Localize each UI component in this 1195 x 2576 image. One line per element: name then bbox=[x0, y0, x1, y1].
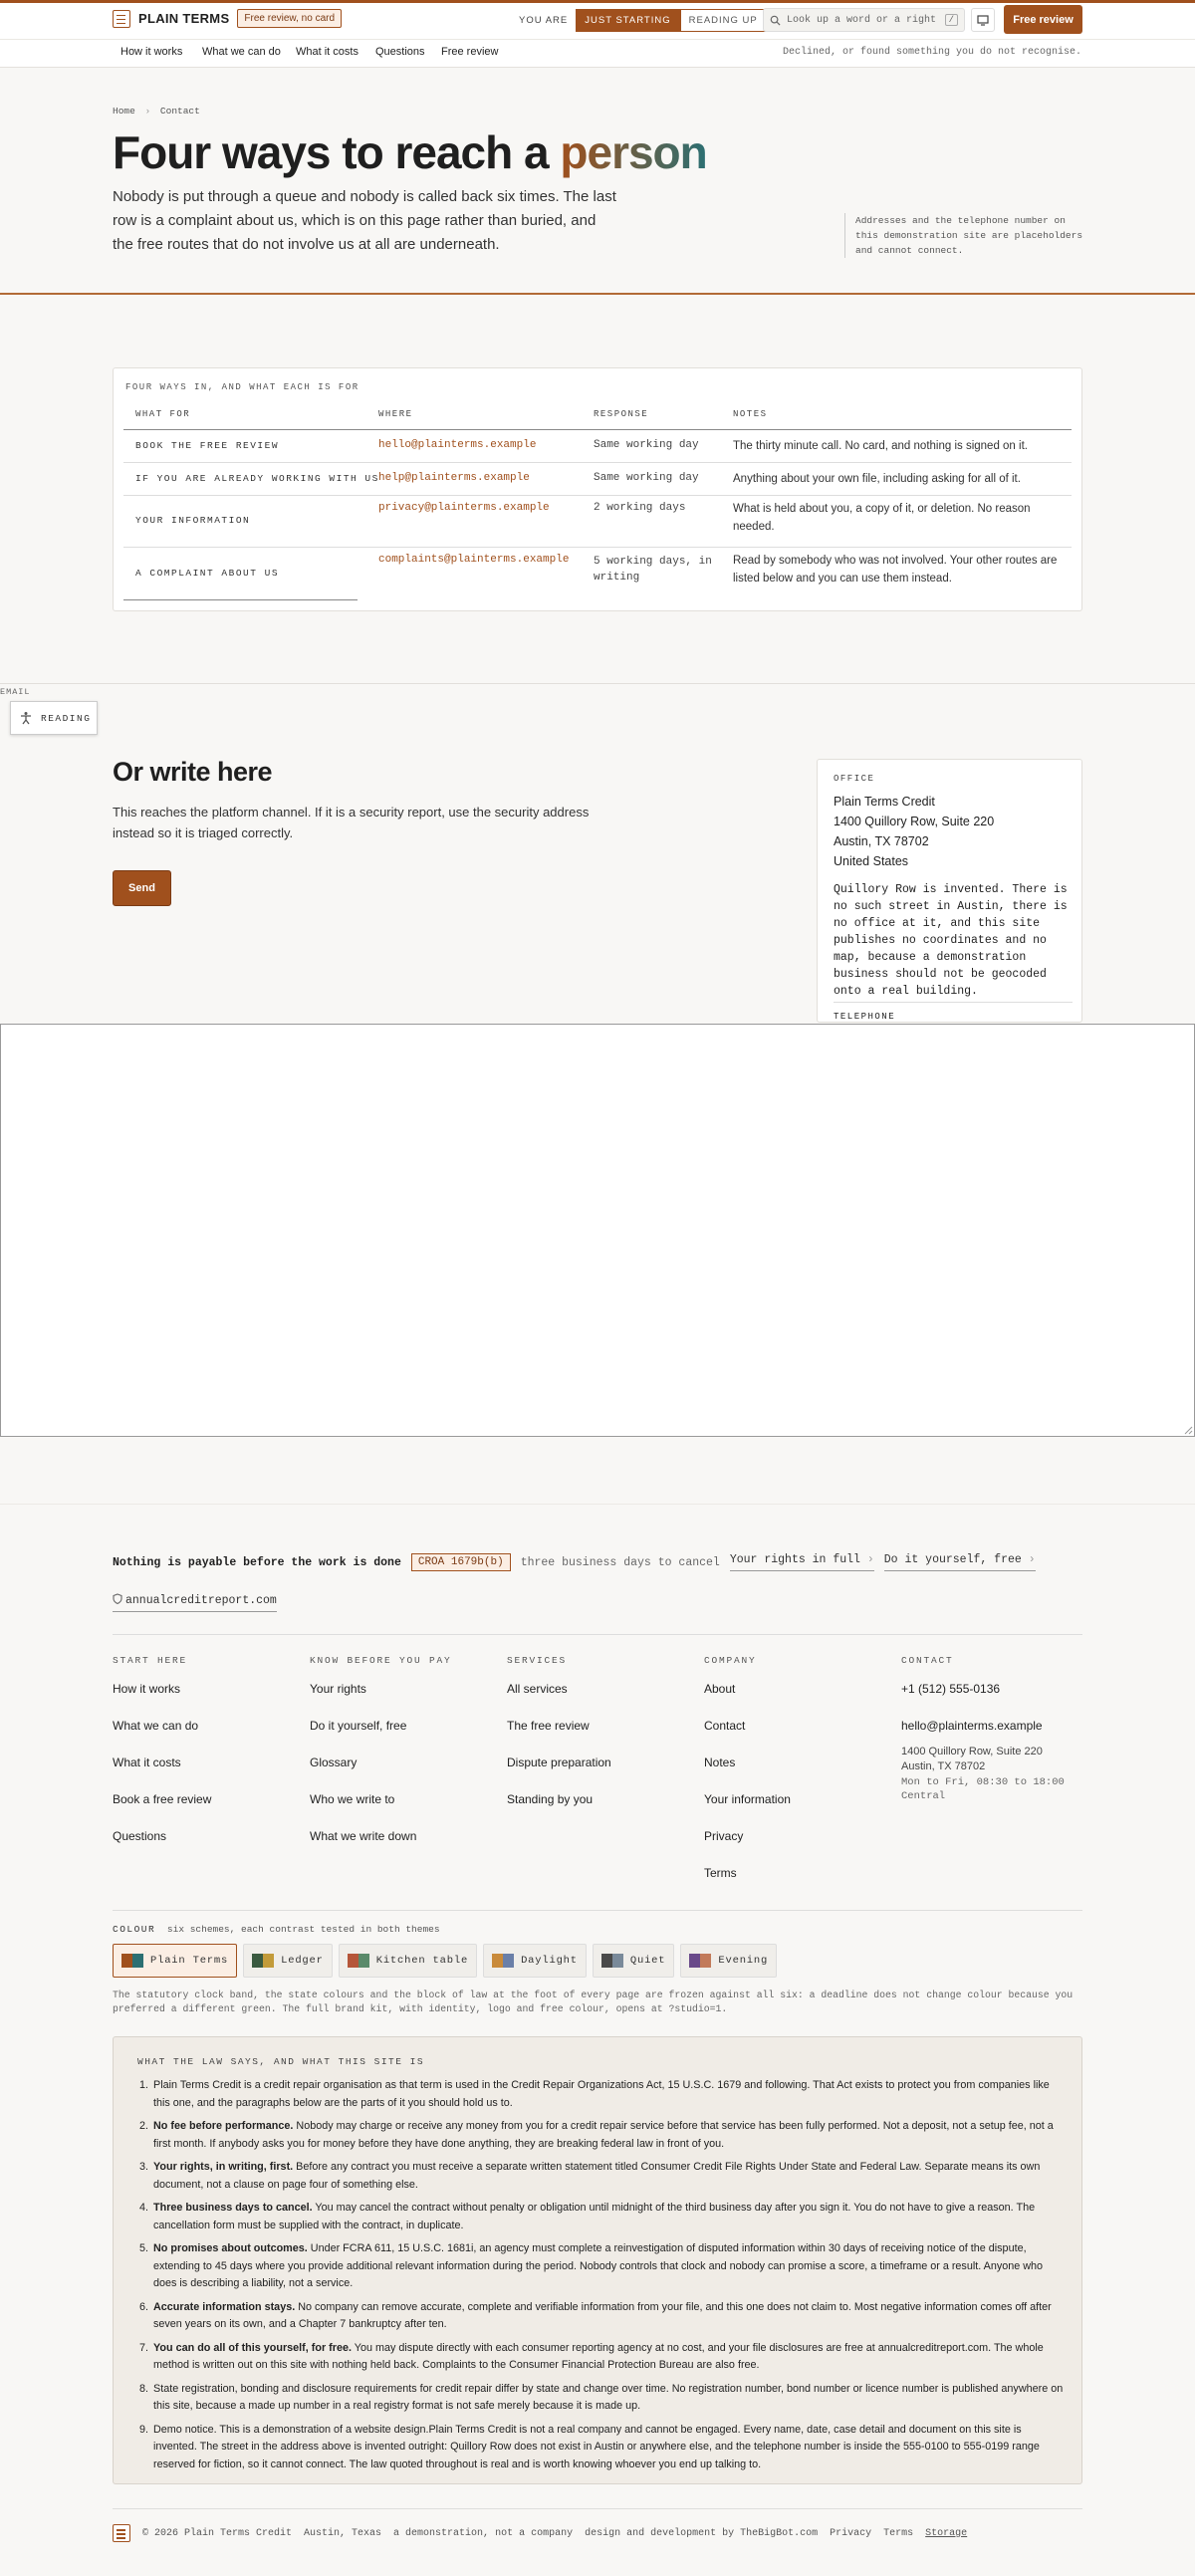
search-placeholder: Look up a word or a right bbox=[787, 14, 937, 26]
scheme-label: Daylight bbox=[521, 1955, 578, 1967]
email-overlap-label: EMAIL bbox=[0, 687, 31, 697]
scheme-label: Plain Terms bbox=[150, 1955, 229, 1967]
scheme-plain-terms[interactable] bbox=[113, 1944, 237, 1978]
footer-address-line: Austin, TX 78702 bbox=[901, 1760, 986, 1772]
write-title: Or write here bbox=[113, 757, 273, 787]
law-item bbox=[151, 2422, 1064, 2474]
row-response: 5 working days, in writing bbox=[594, 556, 712, 584]
law-item-text: Before any contract you must receive a separate written statement titled Consumer Credit File Rights Under State and Federal Law. Separate means its own document, not a clause on page four of something else. bbox=[153, 2161, 1041, 2191]
crumb-current: Contact bbox=[159, 106, 200, 117]
law-item-text: No company can remove accurate, complete and verifiable information from your file, and this one does not claim to. Most negative information comes off after seven years on its own, and a Chapter 7 bankruptcy after ten. bbox=[153, 2300, 1052, 2330]
swatch-icon bbox=[252, 1954, 274, 1968]
footer-link[interactable]: Terms bbox=[704, 1866, 737, 1880]
scheme-evening[interactable] bbox=[680, 1944, 777, 1978]
office-divider bbox=[834, 1002, 1073, 1003]
row-notes: What is held about you, a copy of it, or deletion. No reason needed. bbox=[733, 503, 1031, 533]
footer-storage-link[interactable]: Storage bbox=[925, 2527, 968, 2539]
scheme-quiet[interactable] bbox=[593, 1944, 675, 1978]
law-item bbox=[151, 2077, 1064, 2112]
cancel-note: three business days to cancel bbox=[520, 1555, 720, 1569]
law-item-lead: No promises about outcomes. bbox=[153, 2242, 308, 2254]
footer-link[interactable]: Glossary bbox=[310, 1756, 358, 1769]
footer-link[interactable]: Privacy bbox=[704, 1829, 744, 1843]
accessibility-icon bbox=[19, 711, 33, 725]
mode-just-starting[interactable]: JUST STARTING bbox=[576, 9, 679, 32]
subnav-note[interactable]: Declined, or found something you do not recognise. bbox=[782, 47, 1081, 58]
row-what: BOOK THE FREE REVIEW bbox=[135, 440, 280, 451]
mode-reading-up[interactable]: READING UP bbox=[680, 9, 767, 32]
scheme-label: Ledger bbox=[281, 1955, 324, 1967]
hero-aside: Addresses and the telephone number on this demonstration site are placeholders and cannot connect. bbox=[844, 213, 1083, 258]
hero-lede: Nobody is put through a queue and nobody is called back six times. The last row is a complaint about us, which is on this page rather than buried, and the free routes that do not involve us at all are underneath. bbox=[113, 188, 616, 253]
scheme-label: Kitchen table bbox=[375, 1955, 469, 1967]
law-item bbox=[151, 2340, 1064, 2375]
logo-icon bbox=[113, 10, 130, 28]
law-item bbox=[151, 2299, 1064, 2334]
office-note: Quillory Row is invented. There is no such street in Austin, there is no office at it, and this site publishes no coordinates and no map, because a demonstration business should not be geocoded onto a real building. bbox=[834, 883, 1068, 998]
footer-columns bbox=[113, 1655, 1082, 1884]
law-item-text: Nobody may charge or receive any money from you for a credit repair service before that service has been fully performed. Not a deposit, not a setup fee, not a first month. If anybody asks you for money before they have done anything, they are breaking federal law in front of you. bbox=[153, 2120, 1054, 2150]
logo-icon[interactable] bbox=[113, 2524, 130, 2542]
scheme-label: Evening bbox=[718, 1955, 769, 1967]
law-item-text: You may cancel the contract without penalty or obligation until midnight of the third business day after you sign it. You do not have to give a reason. The cancellation form must be supplied with the contract, in duplicate. bbox=[153, 2202, 1036, 2231]
nav-free-review[interactable]: Free review bbox=[441, 46, 499, 58]
embedded-frame[interactable] bbox=[0, 1024, 1195, 1437]
colour-heading bbox=[113, 1924, 440, 1935]
monitor-icon bbox=[977, 15, 989, 26]
address-line: 1400 Quillory Row, Suite 220 bbox=[834, 815, 995, 828]
footer-col-know bbox=[310, 1655, 452, 1843]
annual-label: annualcreditreport.com bbox=[125, 1594, 277, 1607]
row-rule bbox=[123, 599, 358, 600]
annualcreditreport-link[interactable] bbox=[113, 1593, 277, 1612]
colour-scheme-picker bbox=[113, 1944, 777, 1978]
address-line: United States bbox=[834, 854, 909, 868]
row-email-link[interactable]: help@plainterms.example bbox=[378, 472, 530, 484]
footer-link[interactable]: Who we write to bbox=[310, 1792, 395, 1806]
row-what: YOUR INFORMATION bbox=[135, 515, 251, 526]
footer-col-services bbox=[507, 1655, 611, 1806]
nav-what-we-can-do[interactable]: What we can do bbox=[202, 46, 281, 58]
table-caption: FOUR WAYS IN, AND WHAT EACH IS FOR bbox=[125, 382, 359, 392]
search-icon bbox=[770, 15, 781, 26]
sub-navigation bbox=[0, 40, 1195, 68]
row-response: Same working day bbox=[594, 439, 699, 451]
colour-desc: six schemes, each contrast tested in both themes bbox=[166, 1924, 440, 1935]
reading-tab[interactable] bbox=[10, 701, 98, 735]
footer-heading: SERVICES bbox=[507, 1655, 568, 1666]
footer-credit-link[interactable]: TheBigBot.com bbox=[740, 2527, 819, 2539]
law-item-lead: Three business days to cancel. bbox=[153, 2202, 313, 2214]
footer-link[interactable]: The free review bbox=[507, 1719, 590, 1733]
theme-button[interactable] bbox=[971, 8, 995, 32]
crumb-separator: › bbox=[144, 106, 151, 117]
telephone-label: TELEPHONE bbox=[834, 1012, 896, 1022]
send-button[interactable]: Send bbox=[113, 870, 171, 906]
audience-switch bbox=[519, 9, 767, 32]
row-email-link[interactable]: complaints@plainterms.example bbox=[378, 554, 570, 566]
footer-link[interactable]: How it works bbox=[113, 1682, 181, 1696]
col-notes: NOTES bbox=[733, 409, 768, 419]
law-item bbox=[151, 2240, 1064, 2293]
diy-link-label: Do it yourself, free bbox=[883, 1553, 1022, 1566]
footer-hours: Mon to Fri, 08:30 to 18:00 Central bbox=[901, 1776, 1065, 1802]
table-row bbox=[123, 496, 1072, 548]
brand-name: PLAIN TERMS bbox=[138, 11, 230, 26]
page-title bbox=[113, 127, 707, 178]
nav-questions[interactable]: Questions bbox=[375, 46, 425, 58]
reading-tab-label: READING bbox=[41, 712, 92, 724]
footer-link[interactable]: What we can do bbox=[113, 1719, 199, 1733]
rights-link[interactable] bbox=[730, 1553, 874, 1571]
law-item-text: You may dispute directly with each consumer reporting agency at no cost, and your file disclosures are free at annualcreditreport.com. The whole method is written out on this site with nothing held back. Complaints to the Consumer Financial Protection Bureau are also free. bbox=[153, 2341, 1044, 2371]
law-block bbox=[113, 2036, 1082, 2484]
scheme-label: Quiet bbox=[629, 1955, 666, 1967]
law-item-lead: Your rights, in writing, first. bbox=[153, 2161, 294, 2173]
law-item-lead: Accurate information stays. bbox=[153, 2300, 296, 2313]
row-email-link[interactable]: privacy@plainterms.example bbox=[378, 502, 550, 514]
table-row bbox=[123, 463, 1072, 496]
swatch-icon bbox=[689, 1954, 711, 1968]
col-what-for: WHAT FOR bbox=[135, 409, 191, 419]
crumb-home[interactable]: Home bbox=[113, 106, 135, 117]
office-address bbox=[834, 792, 994, 871]
law-item-lead: You can do all of this yourself, for free. bbox=[153, 2341, 352, 2354]
diy-link[interactable] bbox=[884, 1553, 1036, 1571]
status-strip bbox=[113, 1553, 1036, 1571]
chevron-right-icon: › bbox=[866, 1553, 874, 1566]
footer-link[interactable]: Questions bbox=[113, 1829, 167, 1843]
footer-link[interactable]: Book a free review bbox=[113, 1792, 212, 1806]
table-header bbox=[123, 408, 1072, 430]
office-card bbox=[817, 759, 1082, 1023]
row-notes: Anything about your own file, including asking for all of it. bbox=[733, 473, 1021, 485]
footer-demo: a demonstration, not a company bbox=[393, 2527, 574, 2539]
swatch-icon bbox=[601, 1954, 623, 1968]
law-item-lead: No fee before performance. bbox=[153, 2120, 294, 2132]
law-item bbox=[151, 2159, 1064, 2194]
law-item-text: Plain Terms Credit is a credit repair organisation as that term is used in the Credit Repair Organizations Act, 15 U.S.C. 1679 and following. That Act exists to protect you from companies like this one, and the paragraphs below are the parts of it you should hold us to. bbox=[153, 2079, 1050, 2109]
table-row bbox=[123, 430, 1072, 463]
footer-link[interactable]: Do it yourself, free bbox=[310, 1719, 407, 1733]
footer-address-line: 1400 Quillory Row, Suite 220 bbox=[901, 1746, 1043, 1757]
nav-what-it-costs[interactable]: What it costs bbox=[296, 46, 358, 58]
row-response: Same working day bbox=[594, 472, 699, 484]
footer-divider bbox=[113, 1634, 1082, 1635]
law-item bbox=[151, 2200, 1064, 2234]
row-notes: Read by somebody who was not involved. Your other routes are listed below and you can use them instead. bbox=[733, 555, 1058, 585]
brand[interactable] bbox=[113, 9, 342, 28]
footer-heading: COMPANY bbox=[704, 1655, 757, 1666]
footer-credit bbox=[585, 2528, 818, 2539]
law-item-text: State registration, bonding and disclosure requirements for credit repair differ by state and change over time. No registration number, bond number or licence number is published anywhere on this site, because a made up number in a real registry format is not safe merely because it is made up. bbox=[153, 2382, 1064, 2412]
row-what: IF YOU ARE ALREADY WORKING WITH US bbox=[135, 473, 379, 484]
footer-col-contact bbox=[901, 1655, 1082, 1802]
law-list bbox=[137, 2077, 1064, 2479]
title-main: Four ways to reach a bbox=[113, 126, 561, 178]
footer-copyright: © 2026 Plain Terms Credit bbox=[142, 2527, 293, 2539]
footer-divider bbox=[113, 2508, 1082, 2509]
swatch-icon bbox=[492, 1954, 514, 1968]
write-body: This reaches the platform channel. If it is a security report, use the security address instead so it is triaged correctly. bbox=[113, 805, 590, 840]
table-row bbox=[123, 548, 1072, 599]
title-accent: person bbox=[560, 126, 707, 178]
footer-phone-link[interactable]: +1 (512) 555-0136 bbox=[901, 1682, 1001, 1696]
law-item bbox=[151, 2118, 1064, 2153]
footer-link[interactable]: Contact bbox=[704, 1719, 746, 1733]
footer-divider bbox=[113, 1910, 1082, 1911]
col-where: WHERE bbox=[378, 409, 413, 419]
footer-link[interactable]: Dispute preparation bbox=[507, 1756, 611, 1769]
footer-col-company bbox=[704, 1655, 791, 1880]
chevron-right-icon: › bbox=[1028, 1553, 1036, 1566]
law-item bbox=[151, 2381, 1064, 2416]
search-shortcut: / bbox=[945, 14, 958, 26]
footer-link[interactable]: Notes bbox=[704, 1756, 736, 1769]
rights-link-label: Your rights in full bbox=[729, 1553, 860, 1566]
col-response: RESPONSE bbox=[594, 409, 649, 419]
law-item-text: Under FCRA 611, 15 U.S.C. 1681i, an agency must complete a reinvestigation of disputed information within 30 days of receiving notice of the dispute, extending to 45 days where you provide additional relevant information during the period. Nobody controls that clock and nobody can promise a score, a timeframe or a result. Anyone who does is describing a liability, not a service. bbox=[153, 2242, 1044, 2289]
address-line: Austin, TX 78702 bbox=[834, 834, 929, 848]
free-review-button[interactable]: Free review bbox=[1004, 5, 1082, 34]
croa-badge: CROA 1679b(b) bbox=[411, 1553, 511, 1571]
free-review-pill[interactable]: Free review, no card bbox=[237, 9, 342, 28]
footer-link[interactable]: About bbox=[704, 1682, 736, 1696]
breadcrumb bbox=[113, 106, 200, 117]
footer-place: Austin, Texas bbox=[304, 2527, 382, 2539]
footer-link[interactable]: Your information bbox=[704, 1792, 791, 1806]
address-line: Plain Terms Credit bbox=[834, 795, 935, 809]
footer-link[interactable]: All services bbox=[507, 1682, 568, 1696]
law-heading: WHAT THE LAW SAYS, AND WHAT THIS SITE IS bbox=[137, 2056, 425, 2067]
row-notes: The thirty minute call. No card, and nothing is signed on it. bbox=[733, 440, 1028, 452]
footer-address bbox=[901, 1745, 1043, 1774]
row-response: 2 working days bbox=[594, 502, 686, 514]
shield-icon bbox=[113, 1593, 122, 1604]
search-input[interactable] bbox=[763, 8, 965, 32]
row-what: A COMPLAINT ABOUT US bbox=[135, 568, 280, 579]
footer-email-link[interactable]: hello@plainterms.example bbox=[901, 1719, 1043, 1733]
colour-label: COLOUR bbox=[113, 1924, 156, 1935]
site-footer bbox=[113, 2524, 967, 2542]
footer-privacy-link[interactable]: Privacy bbox=[830, 2527, 872, 2539]
footer-credit-label: design and development by bbox=[585, 2527, 735, 2539]
footer-heading: START HERE bbox=[113, 1655, 188, 1666]
nav-how-it-works[interactable]: How it works bbox=[120, 46, 183, 58]
scheme-ledger[interactable] bbox=[243, 1944, 333, 1978]
footer-link[interactable]: Standing by you bbox=[507, 1792, 594, 1806]
resize-handle-icon[interactable] bbox=[1183, 1425, 1193, 1435]
scheme-kitchen-table[interactable] bbox=[339, 1944, 477, 1978]
footer-link[interactable]: Your rights bbox=[310, 1682, 366, 1696]
footer-link[interactable]: What we write down bbox=[310, 1829, 417, 1843]
contact-ways-table bbox=[113, 367, 1082, 611]
row-email-link[interactable]: hello@plainterms.example bbox=[378, 439, 537, 451]
footer-link[interactable]: What it costs bbox=[113, 1756, 181, 1769]
footer-heading: CONTACT bbox=[901, 1655, 954, 1666]
footer-heading: KNOW BEFORE YOU PAY bbox=[310, 1655, 452, 1666]
you-are-label: YOU ARE bbox=[519, 15, 569, 26]
footer-col-start bbox=[113, 1655, 212, 1843]
colour-note: The statutory clock band, the state colours and the block of law at the foot of every page are frozen against all six: a deadline does not change colour because you preferred a different green. The full brand kit, with identity, logo and free colour, opens at ?studio=1. bbox=[113, 1990, 1074, 2014]
status-bold: Nothing is payable before the work is done bbox=[113, 1555, 401, 1569]
swatch-icon bbox=[121, 1954, 143, 1968]
section-divider bbox=[0, 1504, 1195, 1505]
law-item-text: Demo notice. This is a demonstration of a website design.Plain Terms Credit is not a real company and cannot be engaged. Every name, date, case detail and document on this site is invented. The street in the address above is invented outright: Quillory Row does not exist in Austin or anywhere else, and the telephone number is inside the 555-0100 to 555-0199 range reserved for fiction, so it cannot connect. The law quoted throughout is real and is worth knowing whoever you end up talking to. bbox=[153, 2423, 1040, 2470]
scheme-daylight[interactable] bbox=[483, 1944, 587, 1978]
hero bbox=[0, 68, 1195, 295]
section-divider bbox=[0, 683, 1195, 684]
swatch-icon bbox=[348, 1954, 369, 1968]
footer-terms-link[interactable]: Terms bbox=[883, 2527, 914, 2539]
office-label: OFFICE bbox=[834, 774, 875, 784]
